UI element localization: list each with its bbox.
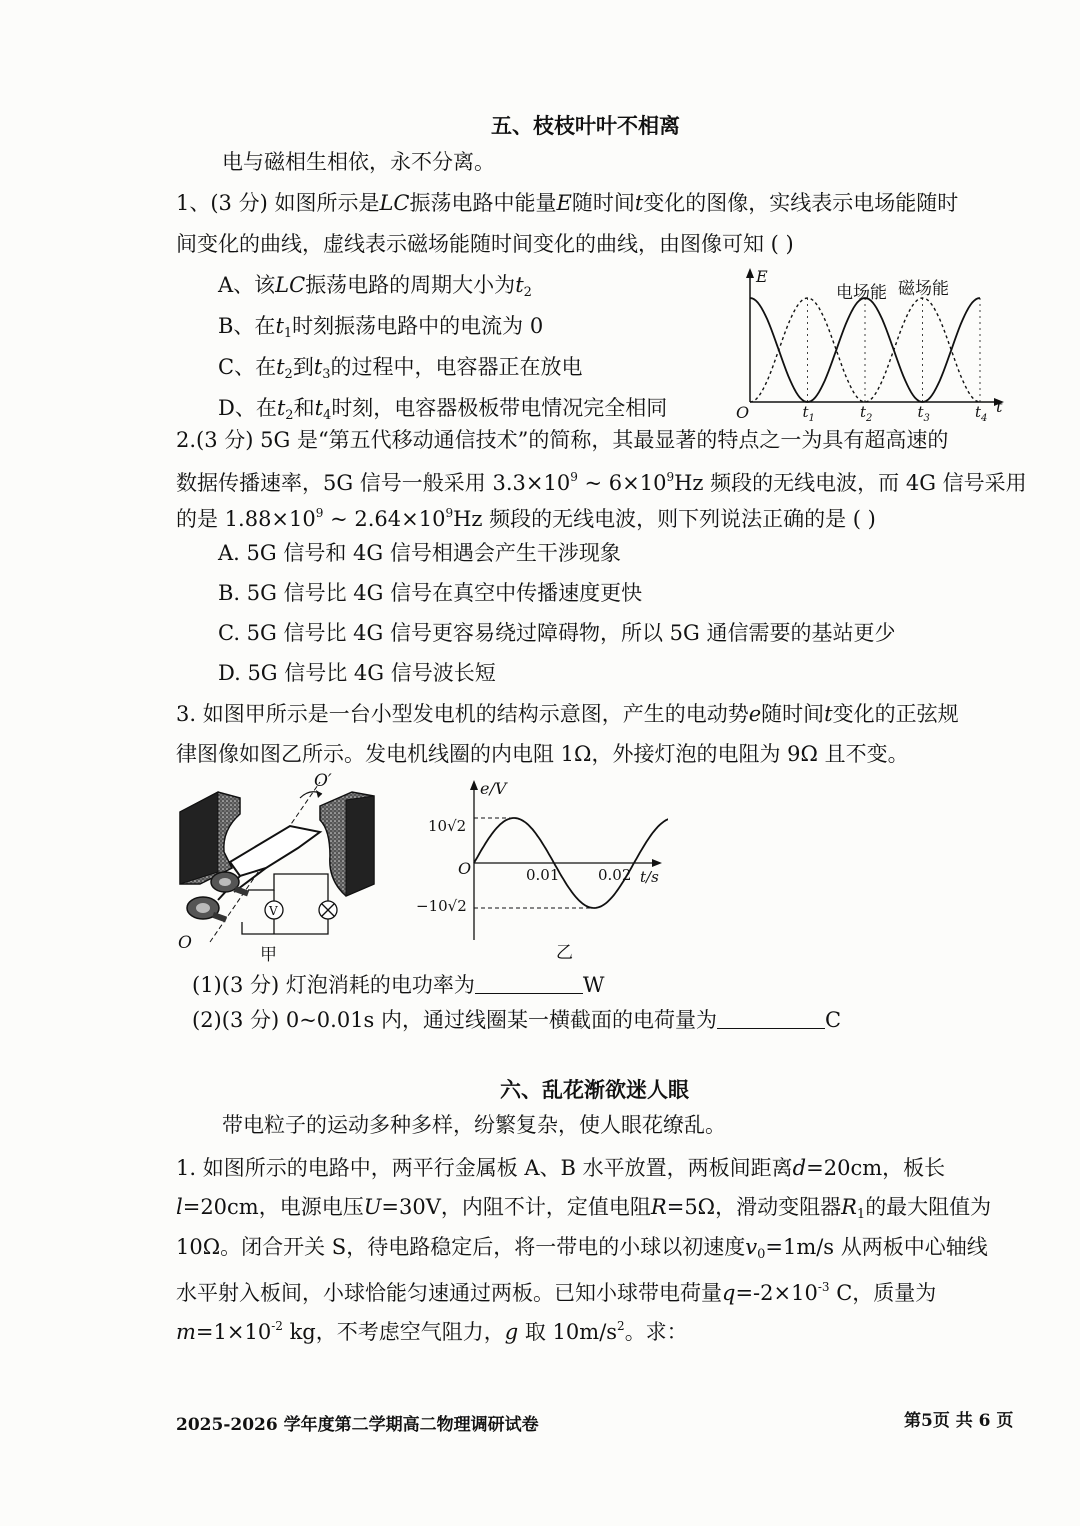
s6-q1-line1: 1. 如图所示的电路中，两平行金属板 A、B 水平放置，两板间距离d=20cm，板长 (176, 1156, 946, 1180)
section5-intro: 电与磁相生相依，永不分离。 (222, 150, 495, 174)
q2-option-a: A. 5G 信号和 4G 信号相遇会产生干涉现象 (218, 541, 621, 565)
y-tick-positive: 10√2 (428, 817, 467, 835)
y-tick-negative: −10√2 (416, 897, 467, 915)
footer-page-number: 第5页 共 6 页 (904, 1411, 1014, 1431)
x-axis-label: t/s (640, 868, 659, 886)
s6-q1-line3: 10Ω。闭合开关 S，待电路稳定后，将一带电的小球以初速度$v_0=1m/s$ 从两板中心轴线 (176, 1235, 988, 1262)
x-tick-1: 0.01 (526, 866, 560, 884)
answer-blank-1[interactable] (475, 973, 583, 994)
q2-line2: 数据传播速率，5G 信号一般采用 $3.3\times 10^9$ ~ $6\times 10^9Hz$ 频段的无线电波，而 4G 信号采用 (176, 470, 1027, 495)
tick-label-t4: $t_4$ (975, 403, 988, 424)
tick-label-t3: $t_3$ (917, 403, 930, 424)
tick-label-t1: $t_1$ (802, 403, 815, 424)
svg-text:V: V (269, 904, 278, 918)
x-axis-arrow (652, 859, 662, 867)
footer-exam-title: 2025-2026 学年度第二学期高二物理调研试卷 (176, 1415, 539, 1435)
magnetic-energy-curve (750, 298, 980, 402)
generator-diagram (170, 772, 400, 968)
figure-a-caption: 甲 (260, 945, 277, 965)
answer-blank-2[interactable] (717, 1008, 825, 1029)
y-axis-label: e/V (480, 779, 507, 798)
q2-option-d: D. 5G 信号比 4G 信号波长短 (218, 661, 496, 685)
q2-option-c: C. 5G 信号比 4G 信号更容易绕过障碍物，所以 5G 通信需要的基站更少 (218, 621, 896, 645)
axis-label-o: O (178, 933, 192, 953)
magnet-north-icon (180, 792, 240, 884)
q1-option-a: A、该LC振荡电路的周期大小为$t_2$ (218, 273, 532, 300)
q1-line2: 间变化的曲线，虚线表示磁场能随时间变化的曲线，由图像可知 ( ) (176, 232, 794, 256)
origin-label: O (736, 403, 750, 422)
s6-q1-line5: $m=1\times 10^{-2}$ kg，不考虑空气阻力，g 取 $10m/s^2$。求： (176, 1319, 688, 1344)
x-tick-2: 0.02 (598, 866, 632, 884)
section6-intro: 带电粒子的运动多种多样，纷繁复杂，使人眼花缭乱。 (222, 1113, 726, 1137)
section6-title: 六、乱花渐欲迷人眼 (500, 1077, 689, 1102)
y-axis-arrow (470, 780, 478, 790)
q2-line1: 2.(3 分) 5G 是“第五代移动通信技术”的简称，其最显著的特点之一为具有超高速的 (176, 428, 949, 452)
section5-title: 五、枝枝叶叶不相离 (491, 113, 680, 138)
coil-icon (230, 826, 320, 876)
q2-option-b: B. 5G 信号比 4G 信号在真空中传播速度更快 (218, 581, 643, 605)
q1-option-d: D、在$t_2$和$t_4$时刻，电容器极板带电情况完全相同 (218, 396, 668, 423)
y-axis-arrow (746, 268, 754, 278)
q3-line1: 3. 如图甲所示是一台小型发电机的结构示意图，产生的电动势e随时间t变化的正弦规 (176, 702, 959, 726)
figure-b-caption: 乙 (556, 943, 573, 963)
q2-line3: 的是 $1.88\times 10^9$ ~ $2.64\times 10^9Hz$ 频段的无线电波，则下列说法正确的是 ( ) (176, 506, 876, 531)
legend-magnetic: 磁场能 (898, 279, 949, 299)
legend-electric: 电场能 (836, 283, 887, 303)
q3-part2: (2)(3 分) 0~0.01s 内，通过线圈某一横截面的电荷量为 C (192, 1008, 842, 1032)
axis-label-o-prime: O′ (314, 772, 332, 791)
tick-label-t2: $t_2$ (860, 403, 873, 424)
q1-option-c: C、在$t_2$到$t_3$的过程中，电容器正在放电 (218, 355, 583, 382)
lc-energy-graph (728, 262, 1018, 430)
q1-line1: 1、(3 分) 如图所示是LC振荡电路中能量E随时间t变化的图像，实线表示电场能随时 (176, 191, 959, 215)
x-axis-label: t (996, 397, 1003, 416)
electric-energy-curve (750, 298, 980, 402)
s6-q1-line4: 水平射入板间，小球恰能匀速通过两板。已知小球带电荷量$q=-2\times 10^{-3}$ C，质量为 (176, 1280, 937, 1305)
y-axis-label: E (756, 267, 768, 286)
emf-sine-graph (408, 772, 668, 968)
origin-label: O (458, 859, 472, 878)
s6-q1-line2: l=20cm，电源电压U=30V，内阻不计，定值电阻R=5Ω，滑动变阻器$R_1$的最大阻值为 (176, 1195, 992, 1222)
q3-part1: (1)(3 分) 灯泡消耗的电功率为 W (192, 973, 605, 997)
q1-option-b: B、在$t_1$时刻振荡电路中的电流为 0 (218, 314, 544, 341)
q3-line2: 律图像如图乙所示。发电机线圈的内电阻 1Ω，外接灯泡的电阻为 9Ω 且不变。 (176, 742, 909, 766)
